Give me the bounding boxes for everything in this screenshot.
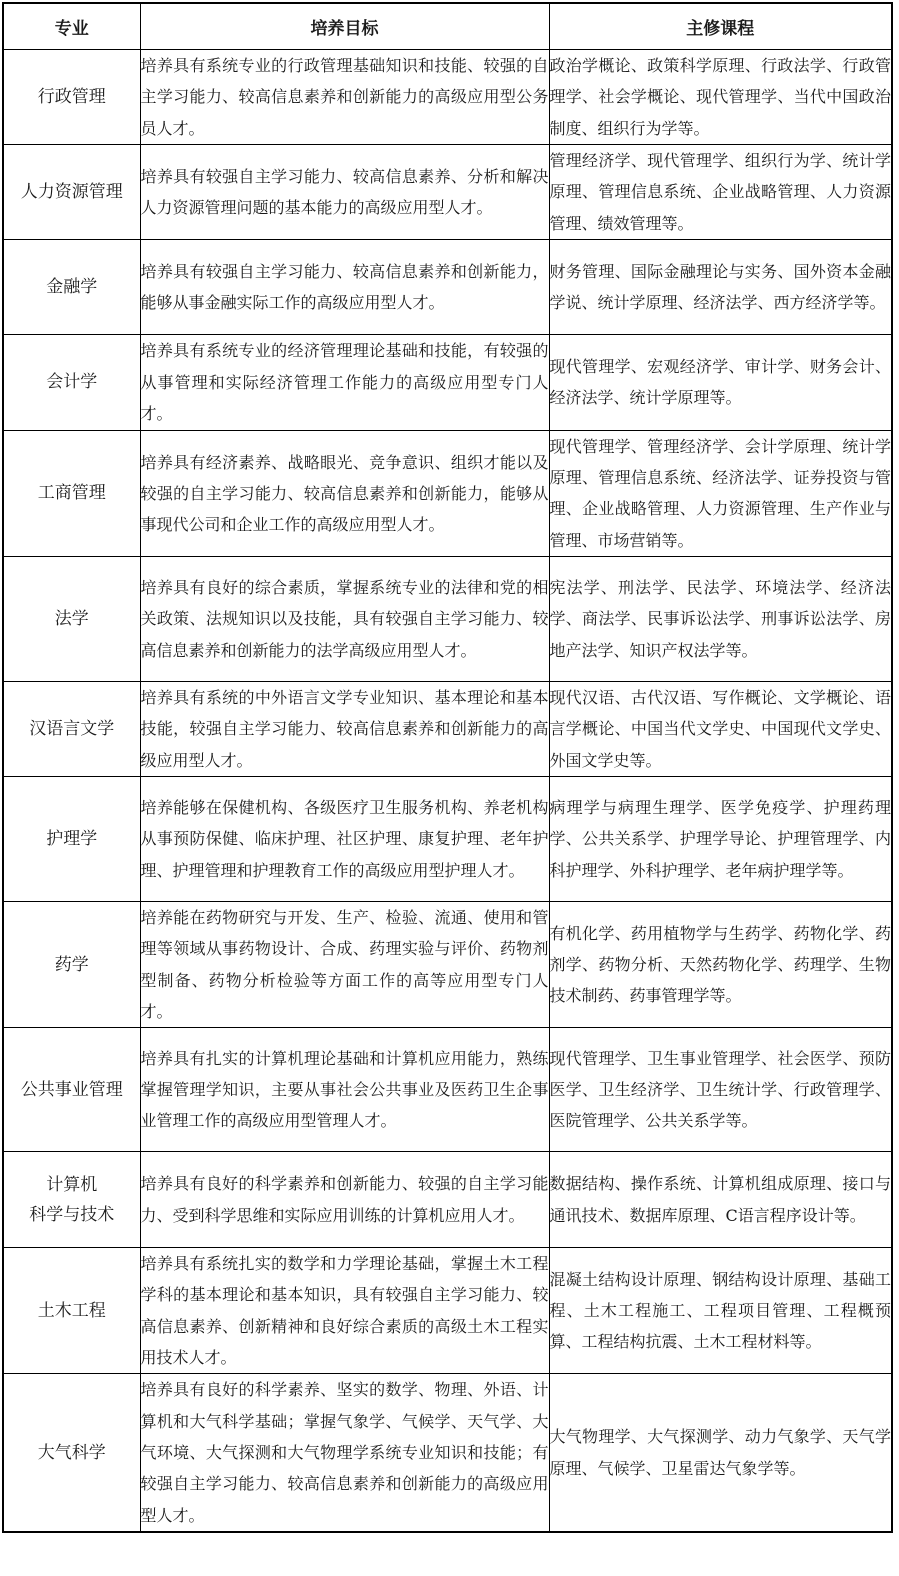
table-row [3,50,892,145]
goal-cell: 培养具有系统的中外语言文学专业知识、基本理论和基本技能，较强自主学习能力、较高信息素养和创新能力的高级应用型人才。 [140,682,549,777]
goal-cell: 培养具有系统扎实的数学和力学理论基础，掌握土木工程学科的基本理论和基本知识，具有较强自主学习能力、较高信息素养、创新精神和良好综合素质的高级土木工程实用技术人才。 [140,1248,549,1374]
goal-cell: 培养能够在保健机构、各级医疗卫生服务机构、养老机构从事预防保健、临床护理、社区护理、康复护理、老年护理、护理管理和护理教育工作的高级应用型护理人才。 [140,776,549,901]
courses-cell: 现代汉语、古代汉语、写作概论、文学概论、语言学概论、中国当代文学史、中国现代文学史、外国文学史等。 [549,682,892,777]
courses-cell: 政治学概论、政策科学原理、行政法学、行政管理学、社会学概论、现代管理学、当代中国政治制度、组织行为学等。 [549,50,892,145]
major-cell: 护理学 [3,776,140,901]
courses-cell: 病理学与病理生理学、医学免疫学、护理药理学、公共关系学、护理学导论、护理管理学、内科护理学、外科护理学、老年病护理学等。 [549,776,892,901]
table-row [3,776,892,901]
table-row [3,1028,892,1152]
major-cell: 大气科学 [3,1374,140,1532]
courses-cell: 现代管理学、卫生事业管理学、社会医学、预防医学、卫生经济学、卫生统计学、行政管理学、医院管理学、公共关系学等。 [549,1028,892,1152]
courses-cell: 有机化学、药用植物学与生药学、药物化学、药剂学、药物分析、天然药物化学、药理学、生物技术制药、药事管理学等。 [549,901,892,1027]
courses-cell: 大气物理学、大气探测学、动力气象学、天气学原理、气候学、卫星雷达气象学等。 [549,1374,892,1532]
major-cell: 工商管理 [3,430,140,556]
courses-cell: 现代管理学、管理经济学、会计学原理、统计学原理、管理信息系统、经济法学、证券投资与管理、企业战略管理、人力资源管理、生产作业与管理、市场营销等。 [549,430,892,556]
goal-cell: 培养具有系统专业的行政管理基础知识和技能、较强的自主学习能力、较高信息素养和创新能力的高级应用型公务员人才。 [140,50,549,145]
major-cell: 药学 [3,901,140,1027]
header-major: 专业 [3,3,140,50]
table-row [3,1152,892,1248]
major-cell: 金融学 [3,239,140,334]
goal-cell: 培养具有良好的综合素质，掌握系统专业的法律和党的相关政策、法规知识以及技能，具有较强自主学习能力、较高信息素养和创新能力的法学高级应用型人才。 [140,557,549,682]
courses-cell: 混凝土结构设计原理、钢结构设计原理、基础工程、土木工程施工、工程项目管理、工程概预算、工程结构抗震、土木工程材料等。 [549,1248,892,1374]
major-cell [3,1152,140,1248]
major-cell: 公共事业管理 [3,1028,140,1152]
table-row [3,901,892,1027]
major-cell: 法学 [3,557,140,682]
table-row [3,145,892,240]
major-cell: 行政管理 [3,50,140,145]
table-row [3,334,892,430]
major-cell: 汉语言文学 [3,682,140,777]
table-row [3,557,892,682]
table-row [3,430,892,556]
header-courses: 主修课程 [549,3,892,50]
table-row [3,682,892,777]
goal-cell: 培养具有较强自主学习能力、较高信息素养、分析和解决人力资源管理问题的基本能力的高级应用型人才。 [140,145,549,240]
major-label-line: 计算机 [46,1174,98,1195]
header-goal: 培养目标 [140,3,549,50]
courses-cell: 数据结构、操作系统、计算机组成原理、接口与通讯技术、数据库原理、C语言程序设计等。 [549,1152,892,1248]
courses-cell: 管理经济学、现代管理学、组织行为学、统计学原理、管理信息系统、企业战略管理、人力资源管理、绩效管理等。 [549,145,892,240]
goal-cell: 培养具有良好的科学素养、坚实的数学、物理、外语、计算机和大气科学基础；掌握气象学、气候学、天气学、大气环境、大气探测和大气物理学系统专业知识和技能；有较强自主学习能力、较高信息素养和创新能力的高级应用型人才。 [140,1374,549,1532]
major-label-line: 科学与技术 [29,1204,115,1225]
table-row [3,1374,892,1532]
courses-cell: 宪法学、刑法学、民法学、环境法学、经济法学、商法学、民事诉讼法学、刑事诉讼法学、房地产法学、知识产权法学等。 [549,557,892,682]
header-row [3,3,892,50]
goal-cell: 培养具有较强自主学习能力、较高信息素养和创新能力，能够从事金融实际工作的高级应用型人才。 [140,239,549,334]
courses-cell: 现代管理学、宏观经济学、审计学、财务会计、经济法学、统计学原理等。 [549,334,892,430]
goal-cell: 培养具有扎实的计算机理论基础和计算机应用能力，熟练掌握管理学知识，主要从事社会公共事业及医药卫生企事业管理工作的高级应用型管理人才。 [140,1028,549,1152]
goal-cell: 培养具有经济素养、战略眼光、竞争意识、组织才能以及较强的自主学习能力、较高信息素养和创新能力，能够从事现代公司和企业工作的高级应用型人才。 [140,430,549,556]
major-cell: 土木工程 [3,1248,140,1374]
goal-cell: 培养能在药物研究与开发、生产、检验、流通、使用和管理等领域从事药物设计、合成、药理实验与评价、药物剂型制备、药物分析检验等方面工作的高等应用型专门人才。 [140,901,549,1027]
goal-cell: 培养具有系统专业的经济管理理论基础和技能，有较强的从事管理和实际经济管理工作能力的高级应用型专门人才。 [140,334,549,430]
major-cell: 人力资源管理 [3,145,140,240]
table-row [3,1248,892,1374]
table-row [3,239,892,334]
major-cell: 会计学 [3,334,140,430]
majors-table [2,2,893,1533]
courses-cell: 财务管理、国际金融理论与实务、国外资本金融学说、统计学原理、经济法学、西方经济学等。 [549,239,892,334]
goal-cell: 培养具有良好的科学素养和创新能力、较强的自主学习能力、受到科学思维和实际应用训练的计算机应用人才。 [140,1152,549,1248]
